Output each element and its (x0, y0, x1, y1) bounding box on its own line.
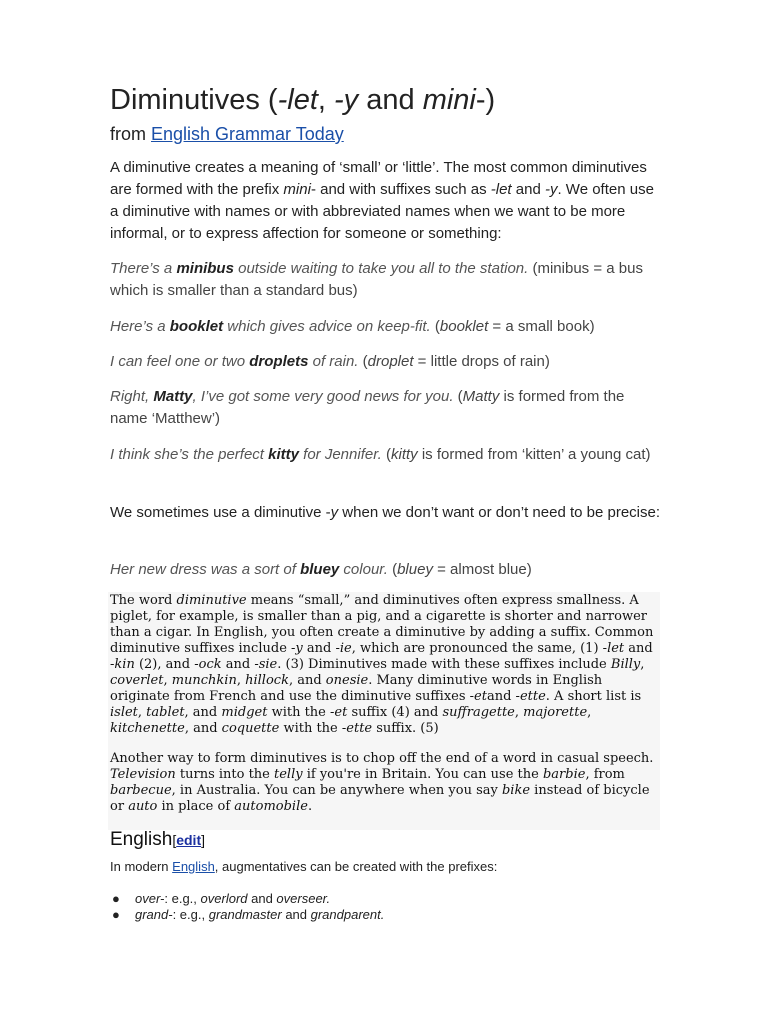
example-text: I can feel one or two (110, 353, 250, 370)
title-and: and (358, 84, 423, 116)
excerpt-paragraph-2 (110, 751, 658, 815)
source-line (110, 124, 344, 145)
example-text: colour. (339, 561, 388, 578)
text-run: , (137, 705, 147, 720)
text-run: (2), and (134, 657, 195, 672)
text-run: , (514, 705, 524, 720)
text-run: turns into the (175, 767, 275, 782)
intro-text-1: A diminutive creates a meaning of ‘small’ or ‘little’. The most common diminutives are formed with the prefix (110, 159, 647, 198)
text-run: over- (135, 891, 165, 906)
intro-text-2: - and with suffixes such as (310, 181, 491, 198)
text-run: -ette (515, 689, 546, 704)
text-run: , in Australia. You can be anywhere when you say (171, 783, 502, 798)
sometimes-text: We sometimes use a diminutive - (110, 504, 331, 521)
example-bold: droplets (249, 353, 309, 370)
example-bold: kitty (268, 446, 299, 463)
intro-text-4: . We often use a diminutive with names or with abbreviated names when we want to be more informal, or to express affection for someone or something: (110, 181, 654, 242)
text-run: -let (602, 641, 625, 656)
example-minibus (110, 258, 660, 302)
note-open: ( (430, 318, 440, 335)
sometimes-paragraph (110, 502, 660, 524)
text-run: grandparent. (310, 907, 385, 922)
example-text: which gives advice on keep-fit. (223, 318, 431, 335)
title-text: Diminutives ( (110, 84, 278, 116)
text-run: and (302, 641, 336, 656)
text-run: and (281, 907, 311, 922)
text-run: means “small,” and diminutives often express smallness. A piglet, for example, is smaller than a pig, and a cigarette is shorter and narrower than a cigar. In English, you often create a diminutive by adding a suffix. Common diminutive suffixes include (110, 593, 654, 656)
example-bold: Matty (153, 388, 193, 405)
example-matty (110, 386, 660, 430)
bullet-dot: ● (112, 907, 120, 922)
text-run: Billy (610, 657, 641, 672)
text-run: bike (501, 783, 531, 798)
example-text: of rain. (308, 353, 359, 370)
text-run: [ (172, 832, 177, 848)
example-bold: bluey (300, 561, 340, 578)
text-run: barbie (542, 767, 586, 782)
text-run: : e.g., (172, 907, 209, 922)
text-run: : e.g., (164, 891, 201, 906)
intro-text-3: and (511, 181, 545, 198)
note-word: booklet (439, 318, 489, 335)
text-run: coverlet (110, 673, 164, 688)
example-text: There’s a (110, 260, 177, 277)
text-run: grandmaster (208, 907, 282, 922)
text-run: barbecue (110, 783, 172, 798)
text-run: , (236, 673, 246, 688)
title-y: -y (334, 84, 359, 116)
english-intro-text: In modern (110, 859, 173, 874)
text-run: coquette (221, 721, 280, 736)
text-run: majorette (523, 705, 588, 720)
note-rest: is formed from ‘kitten’ a young cat) (417, 446, 651, 463)
text-run: automobile (234, 799, 308, 814)
text-run: with the (279, 721, 342, 736)
page-title (110, 84, 495, 117)
edit-link-wrap (172, 832, 205, 848)
sometimes-text: when we don’t want or don’t need to be precise: (338, 504, 661, 521)
text-run: diminutive (176, 593, 247, 608)
note-rest: = a small book) (488, 318, 595, 335)
note-rest: is formed from the name ‘Matthew’) (110, 388, 625, 427)
text-run: . Many diminutive words in English originate from French and use the diminutive suffixes (110, 673, 603, 704)
example-droplets (110, 351, 660, 373)
title-mini: mini (422, 84, 476, 116)
example-text: for Jennifer. (299, 446, 382, 463)
text-run: kin (114, 657, 135, 672)
example-bluey (110, 559, 660, 581)
title-let: -let (277, 84, 318, 116)
edit-link[interactable]: edit (176, 832, 202, 848)
text-run: Television (110, 767, 176, 782)
text-run: , (640, 657, 645, 672)
text-run: and (486, 689, 516, 704)
bullet-dot: ● (112, 891, 120, 906)
example-kitty (110, 444, 660, 466)
note-rest: = almost blue) (432, 561, 532, 578)
text-run: hillock (245, 673, 289, 688)
example-bold: minibus (176, 260, 234, 277)
note-open: ( (387, 561, 398, 578)
text-run: . (3) Diminutives made with these suffixes include (277, 657, 611, 672)
text-run: -et (330, 705, 348, 720)
text-run: and - (110, 641, 653, 672)
text-run: suffix (4) and (347, 705, 443, 720)
from-label: from (110, 124, 152, 144)
text-run: with the (267, 705, 331, 720)
example-note: (minibus = a bus which is smaller than a standard bus) (110, 260, 643, 299)
text-run: , and (288, 673, 326, 688)
text-run: -ie (335, 641, 352, 656)
text-run: instead of bicycle or (110, 783, 650, 814)
note-word: kitty (391, 446, 418, 463)
bullet-item-over (135, 891, 330, 906)
intro-y: -y (544, 181, 558, 198)
note-open: ( (453, 388, 463, 405)
example-bold: booklet (169, 318, 224, 335)
english-link[interactable]: English (172, 859, 215, 874)
text-run: onesie (325, 673, 369, 688)
example-text: Her new dress was a sort of (110, 561, 301, 578)
text-run: overlord (200, 891, 248, 906)
text-run: , (587, 705, 592, 720)
example-text: Here’s a (110, 318, 170, 335)
text-run: ] (201, 832, 205, 848)
text-run: -sie (254, 657, 278, 672)
example-text: , I’ve got some very good news for you. (192, 388, 454, 405)
text-run: overseer. (276, 891, 331, 906)
note-word: Matty (462, 388, 500, 405)
text-run: . (307, 799, 313, 814)
text-run: grand- (135, 907, 173, 922)
intro-let: -let (490, 181, 512, 198)
text-run: if you're in Britain. You can use the (302, 767, 543, 782)
text-run: and (247, 891, 277, 906)
text-run: -ette (341, 721, 373, 736)
text-run: auto (128, 799, 158, 814)
example-booklet (110, 316, 660, 338)
text-run: . A short list is (545, 689, 642, 704)
text-run: midget (221, 705, 268, 720)
intro-mini: mini (283, 181, 311, 198)
excerpt-paragraph-1 (110, 593, 658, 737)
note-word: droplet (367, 353, 414, 370)
english-section-heading (110, 829, 205, 851)
text-run: kitchenette (110, 721, 185, 736)
text-run: , which are pronounced the same, (1) (351, 641, 603, 656)
text-run: -et (469, 689, 487, 704)
sometimes-y: y (330, 504, 339, 521)
text-run: suffix. (5) (372, 721, 439, 736)
intro-paragraph (110, 157, 660, 245)
text-run: munchkin (171, 673, 237, 688)
title-sep: , (317, 84, 335, 116)
text-run: islet (110, 705, 138, 720)
source-link[interactable]: English Grammar Today (151, 124, 344, 144)
text-run: The word (110, 593, 177, 608)
note-open: ( (358, 353, 368, 370)
text-run: , and (184, 705, 222, 720)
text-run: in place of (157, 799, 235, 814)
text-run: , and (184, 721, 222, 736)
example-text: Right, (110, 388, 154, 405)
note-open: ( (381, 446, 391, 463)
text-run: telly (274, 767, 303, 782)
text-run: , from (585, 767, 625, 782)
text-run: Another way to form diminutives is to chop off the end of a word in casual speech. (110, 751, 654, 766)
text-run: and (221, 657, 255, 672)
title-suffix: -) (475, 84, 496, 116)
text-run: , (163, 673, 172, 688)
text-run: suffragette (442, 705, 515, 720)
note-rest: = little drops of rain) (413, 353, 550, 370)
text-run: -ock (194, 657, 222, 672)
text-run: -y (291, 641, 303, 656)
bullet-item-grand (135, 907, 384, 922)
example-text: I think she’s the perfect (110, 446, 269, 463)
english-intro-text: , augmentatives can be created with the prefixes: (214, 859, 498, 874)
text-run: tablet (146, 705, 185, 720)
note-word: bluey (397, 561, 433, 578)
english-heading-text: English (110, 829, 173, 850)
english-intro (110, 858, 497, 875)
example-text: outside waiting to take you all to the station. (233, 260, 529, 277)
